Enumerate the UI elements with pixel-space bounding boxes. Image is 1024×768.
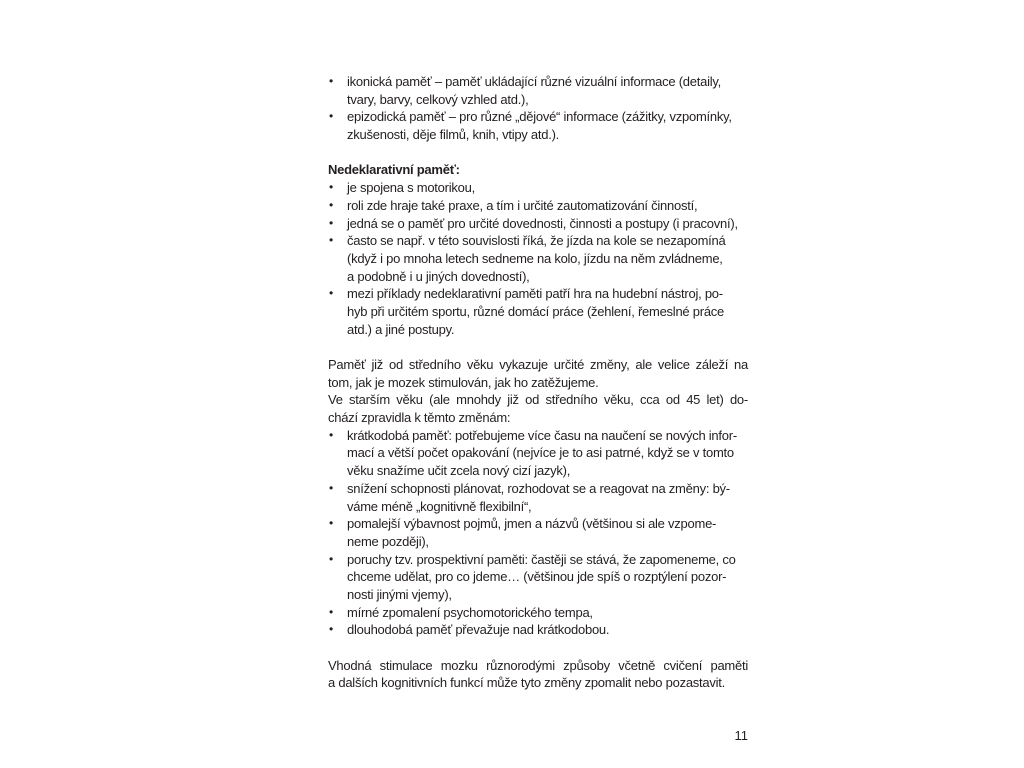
- list-item: [328, 427, 748, 480]
- list-item-text: jedná se o paměť pro určité dovednosti, činnosti a postupy (i pracovní),: [347, 215, 738, 231]
- list-item-line: [347, 126, 748, 144]
- list-item-line: [347, 91, 748, 109]
- bullet-icon: •: [329, 215, 333, 230]
- list-item-text: často se např. v této souvislosti říká, že jízda na kole se nezapomíná: [347, 233, 726, 249]
- page-body: [328, 73, 748, 692]
- list-item-line: [347, 586, 748, 604]
- list-item: [328, 232, 748, 285]
- list-item-line: [347, 321, 748, 339]
- paragraph: [328, 391, 748, 426]
- list-item-text: nosti jinými vjemy),: [347, 586, 452, 602]
- bullet-icon: •: [329, 427, 333, 442]
- list-item-text: zkušenosti, děje filmů, knih, vtipy atd.).: [347, 127, 560, 143]
- list-item-line: [329, 551, 748, 569]
- list-item: [328, 73, 748, 108]
- list-item-line: [347, 498, 748, 516]
- list-item-text: je spojena s motorikou,: [347, 180, 475, 196]
- paragraph-line: Paměť již od středního věku vykazuje určité změny, ale velice záleží na: [328, 357, 748, 372]
- list-item-text: epizodická paměť – pro různé „dějové“ informace (zážitky, vzpomínky,: [347, 109, 732, 125]
- list-item: [328, 179, 748, 197]
- list-item-text: mezi příklady nedeklarativní paměti patří hra na hudební nástroj, po-: [347, 286, 723, 302]
- list-item-text: mací a větší počet opakování (nejvíce je to asi patrné, když se v tomto: [347, 445, 734, 461]
- list-item: [328, 621, 748, 639]
- section-heading: Nedeklarativní paměť:: [328, 162, 460, 178]
- list-item-line: [329, 232, 748, 250]
- list-item-text: roli zde hraje také praxe, a tím i určité zautomatizování činností,: [347, 197, 698, 213]
- list-item-text: váme méně „kognitivně flexibilní“,: [347, 498, 532, 514]
- list-item-text: krátkodobá paměť: potřebujeme více času na naučení se nových infor-: [347, 427, 737, 443]
- list-item: [328, 197, 748, 215]
- list-item-line: [329, 108, 748, 126]
- bullet-icon: •: [329, 286, 333, 301]
- paragraph: [328, 356, 748, 391]
- bullet-icon: •: [329, 180, 333, 195]
- list-item: [328, 515, 748, 550]
- bullet-list: [328, 179, 748, 338]
- paragraph: [328, 657, 748, 692]
- paragraph-line: tom, jak je mozek stimulován, jak ho zatěžujeme.: [328, 374, 599, 390]
- list-item-text: chceme udělat, pro co jdeme… (většinou jde spíš o rozptýlení pozor-: [347, 569, 727, 585]
- list-item-line: [329, 480, 748, 498]
- spacer: [328, 144, 748, 162]
- page-number: 11: [734, 728, 748, 743]
- bullet-icon: •: [329, 74, 333, 88]
- list-item-line: [329, 215, 748, 233]
- list-item-line: [329, 73, 748, 91]
- list-item-line: [347, 462, 748, 480]
- list-item: [328, 551, 748, 604]
- list-item: [328, 108, 748, 143]
- list-item-line: [329, 427, 748, 445]
- list-item-text: věku snažíme učit zcela nový cizí jazyk),: [347, 463, 571, 479]
- list-item: [328, 285, 748, 338]
- list-item-line: [347, 250, 748, 268]
- list-item-line: [347, 568, 748, 586]
- paragraph-line: a dalších kognitivních funkcí může tyto změny zpomalit nebo pozastavit.: [328, 675, 726, 691]
- list-item-line: [329, 621, 748, 639]
- list-item-line: [329, 515, 748, 533]
- list-item-text: (když i po mnoha letech sedneme na kolo, jízdu na něm zvládneme,: [347, 250, 723, 266]
- list-item-text: dlouhodobá paměť převažuje nad krátkodobou.: [347, 622, 610, 638]
- list-item: [328, 215, 748, 233]
- spacer: [328, 338, 748, 356]
- paragraph-line: Ve starším věku (ale mnohdy již od středního věku, cca od 45 let) do-: [328, 392, 748, 408]
- bullet-list: [328, 427, 748, 639]
- list-item-text: a podobně i u jiných dovedností),: [347, 268, 530, 284]
- list-item-text: snížení schopnosti plánovat, rozhodovat se a reagovat na změny: bý-: [347, 480, 730, 496]
- bullet-icon: •: [329, 622, 333, 637]
- spacer: [328, 639, 748, 657]
- bullet-icon: •: [329, 604, 333, 619]
- list-item-line: [347, 444, 748, 462]
- paragraph-line: Vhodná stimulace mozku různorodými způsoby včetně cvičení paměti: [328, 657, 748, 673]
- list-item-line: [329, 604, 748, 622]
- list-item-line: [347, 533, 748, 551]
- list-item-text: tvary, barvy, celkový vzhled atd.),: [347, 91, 529, 107]
- list-item-text: atd.) a jiné postupy.: [347, 321, 455, 337]
- list-item-text: pomalejší výbavnost pojmů, jmen a názvů (většinou si ale vzpome-: [347, 516, 717, 532]
- bullet-list: [328, 73, 748, 144]
- list-item-line: [329, 285, 748, 303]
- bullet-icon: •: [329, 480, 333, 495]
- list-item-text: mírné zpomalení psychomotorického tempa,: [347, 604, 593, 620]
- list-item: [328, 480, 748, 515]
- paragraph-line: chází zpravidla k těmto změnám:: [328, 410, 511, 426]
- list-item-line: [347, 303, 748, 321]
- list-item: [328, 604, 748, 622]
- bullet-icon: •: [329, 197, 333, 212]
- list-item-line: [329, 179, 748, 197]
- list-item-line: [329, 197, 748, 215]
- list-item-text: ikonická paměť – paměť ukládající různé vizuální informace (detaily,: [347, 74, 722, 89]
- list-item-text: neme později),: [347, 533, 429, 549]
- list-item-text: hyb při určitém sportu, různé domácí práce (žehlení, řemeslné práce: [347, 303, 725, 319]
- list-item-line: [347, 268, 748, 286]
- bullet-icon: •: [329, 109, 333, 124]
- bullet-icon: •: [329, 516, 333, 531]
- bullet-icon: •: [329, 233, 333, 248]
- bullet-icon: •: [329, 551, 333, 566]
- list-item-text: poruchy tzv. prospektivní paměti: častěji se stává, že zapomeneme, co: [347, 551, 736, 567]
